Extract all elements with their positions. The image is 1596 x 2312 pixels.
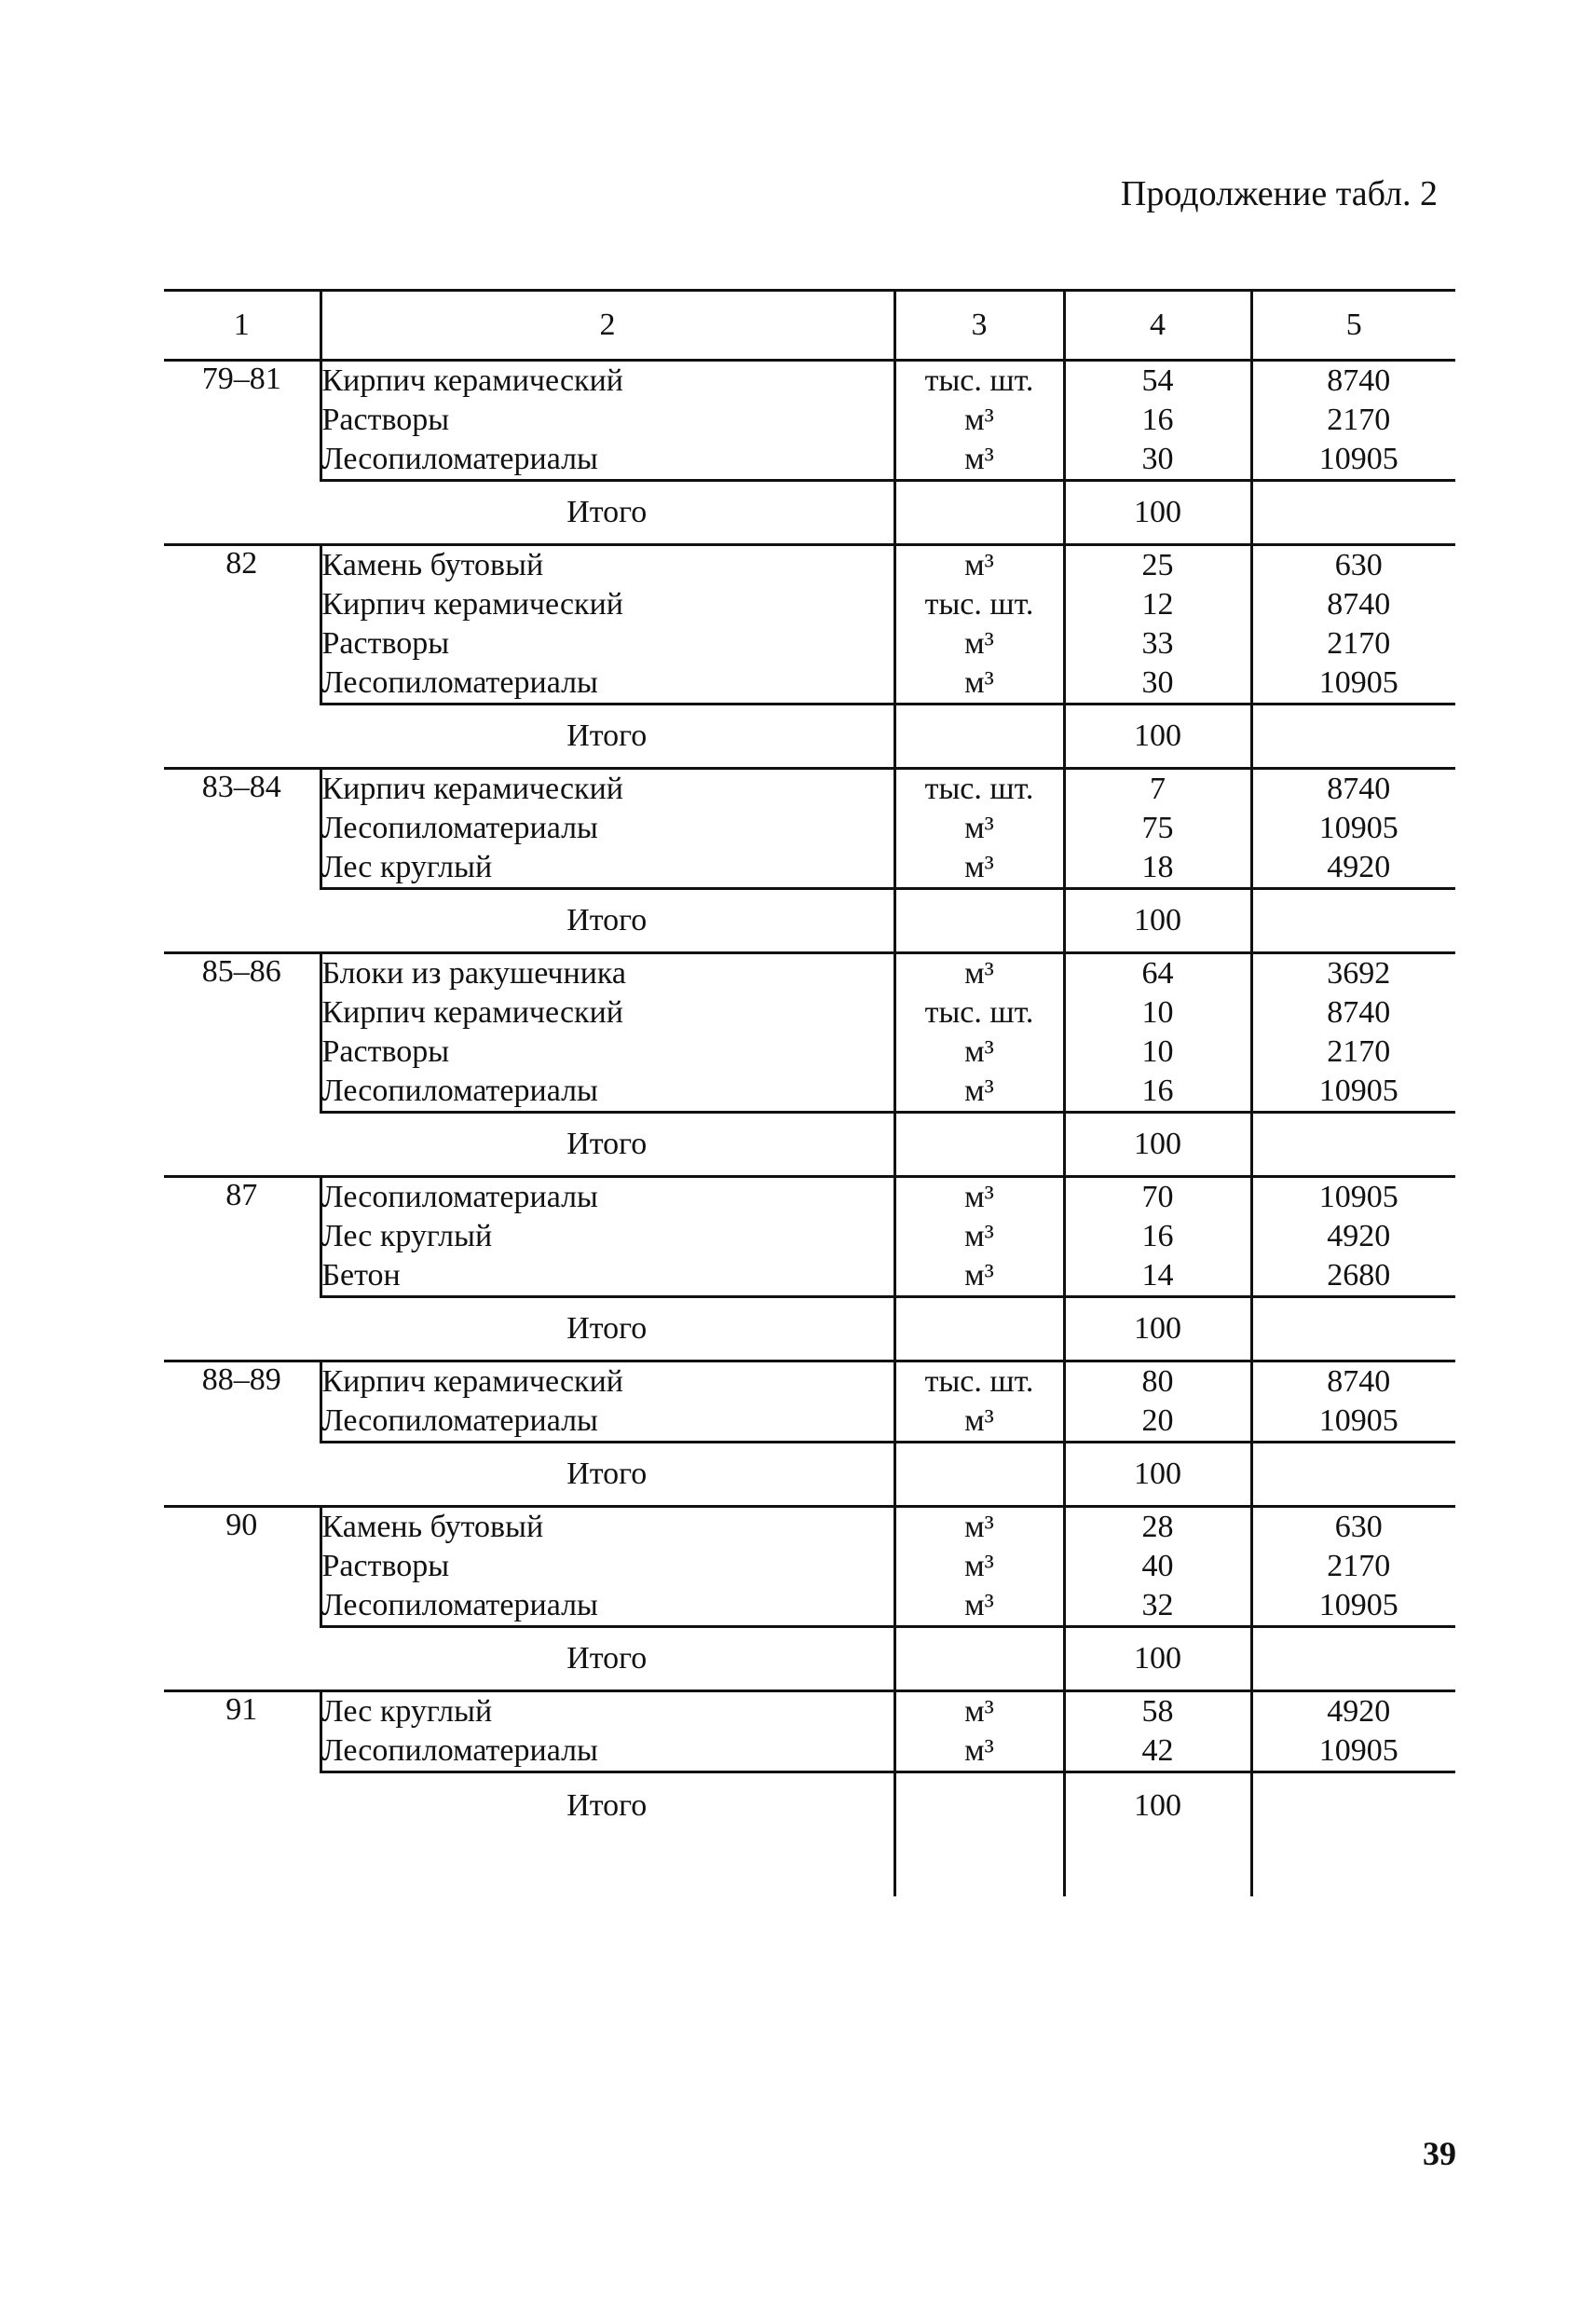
unit-cell bbox=[894, 1177, 1064, 1297]
unit: тыс. шт. bbox=[924, 587, 1034, 622]
percent-value: 30 bbox=[1141, 665, 1174, 700]
total-price-empty bbox=[1251, 1113, 1455, 1177]
header-col-2: 2 bbox=[321, 291, 894, 361]
total-label: Итого bbox=[321, 1627, 894, 1691]
price-value-cell bbox=[1251, 545, 1455, 705]
unit: тыс. шт. bbox=[924, 772, 1034, 806]
unit: м³ bbox=[964, 956, 994, 991]
page-number: 39 bbox=[1423, 2135, 1456, 2172]
total-row bbox=[164, 481, 1455, 545]
total-unit-empty bbox=[894, 1627, 1064, 1691]
unit: м³ bbox=[964, 1034, 994, 1069]
header-row bbox=[164, 291, 1455, 361]
unit: м³ bbox=[964, 1733, 994, 1768]
price-value: 2170 bbox=[1327, 626, 1391, 661]
unit: м³ bbox=[964, 1258, 994, 1293]
group-code: 82 bbox=[164, 545, 321, 769]
material-name: Лесопиломатериалы bbox=[321, 1074, 598, 1108]
unit-cell bbox=[894, 1361, 1064, 1443]
total-value: 100 bbox=[1064, 1627, 1251, 1691]
total-price-empty bbox=[1251, 889, 1455, 953]
unit: м³ bbox=[964, 1694, 994, 1729]
material-name: Растворы bbox=[321, 1034, 450, 1069]
total-unit-empty bbox=[894, 1772, 1064, 1897]
header-col-5: 5 bbox=[1251, 291, 1455, 361]
material-name: Кирпич керамический bbox=[321, 995, 623, 1030]
percent-value: 32 bbox=[1141, 1588, 1174, 1622]
unit-cell bbox=[894, 953, 1064, 1113]
price-value: 2170 bbox=[1327, 1034, 1391, 1069]
total-row bbox=[164, 889, 1455, 953]
material-name: Лесопиломатериалы bbox=[321, 1588, 598, 1622]
price-value: 10905 bbox=[1318, 1733, 1398, 1768]
unit: м³ bbox=[964, 1403, 994, 1438]
material-name: Кирпич керамический bbox=[321, 772, 623, 806]
price-value: 10905 bbox=[1318, 1180, 1398, 1214]
percent-value: 12 bbox=[1141, 587, 1174, 622]
total-label: Итого bbox=[321, 1443, 894, 1507]
material-name-cell bbox=[321, 361, 894, 481]
unit: м³ bbox=[964, 1510, 994, 1544]
price-value: 2170 bbox=[1327, 1549, 1391, 1583]
price-value-cell bbox=[1251, 361, 1455, 481]
unit: м³ bbox=[964, 548, 994, 582]
price-value-cell bbox=[1251, 953, 1455, 1113]
total-unit-empty bbox=[894, 1297, 1064, 1361]
group-items-row bbox=[164, 361, 1455, 481]
total-label: Итого bbox=[321, 481, 894, 545]
material-name: Лесопиломатериалы bbox=[321, 1733, 598, 1768]
percent-value: 7 bbox=[1150, 772, 1166, 806]
material-name: Лесопиломатериалы bbox=[321, 1403, 598, 1438]
price-value: 10905 bbox=[1318, 1074, 1398, 1108]
total-unit-empty bbox=[894, 1443, 1064, 1507]
total-label: Итого bbox=[321, 1113, 894, 1177]
material-name: Растворы bbox=[321, 626, 450, 661]
price-value: 10905 bbox=[1318, 1403, 1398, 1438]
group-items-row bbox=[164, 1177, 1455, 1297]
price-value: 4920 bbox=[1327, 1694, 1391, 1729]
total-value: 100 bbox=[1064, 1443, 1251, 1507]
material-name-cell bbox=[321, 1177, 894, 1297]
material-name: Камень бутовый bbox=[321, 1510, 544, 1544]
percent-value: 80 bbox=[1141, 1364, 1174, 1399]
header-col-4: 4 bbox=[1064, 291, 1251, 361]
percent-value: 54 bbox=[1141, 363, 1174, 398]
unit: тыс. шт. bbox=[924, 995, 1034, 1030]
total-price-empty bbox=[1251, 481, 1455, 545]
percent-value-cell bbox=[1064, 1361, 1251, 1443]
percent-value-cell bbox=[1064, 769, 1251, 889]
price-value: 10905 bbox=[1318, 811, 1398, 845]
unit: м³ bbox=[964, 1074, 994, 1108]
total-value: 100 bbox=[1064, 1297, 1251, 1361]
total-value: 100 bbox=[1064, 1772, 1251, 1897]
total-label: Итого bbox=[321, 1297, 894, 1361]
total-value: 100 bbox=[1064, 1113, 1251, 1177]
price-value-cell bbox=[1251, 1691, 1455, 1772]
unit: тыс. шт. bbox=[924, 363, 1034, 398]
percent-value: 16 bbox=[1141, 1074, 1174, 1108]
total-label: Итого bbox=[321, 705, 894, 769]
material-name: Кирпич керамический bbox=[321, 587, 623, 622]
material-name: Блоки из ракушечника bbox=[321, 956, 627, 991]
percent-value: 58 bbox=[1141, 1694, 1174, 1729]
price-value: 8740 bbox=[1327, 587, 1391, 622]
material-name-cell bbox=[321, 769, 894, 889]
percent-value: 16 bbox=[1141, 403, 1174, 437]
total-row bbox=[164, 1627, 1455, 1691]
material-name: Камень бутовый bbox=[321, 548, 544, 582]
header-col-1: 1 bbox=[164, 291, 321, 361]
percent-value: 10 bbox=[1141, 1034, 1174, 1069]
material-name: Бетон bbox=[321, 1258, 401, 1293]
total-unit-empty bbox=[894, 705, 1064, 769]
group-items-row bbox=[164, 1361, 1455, 1443]
total-label: Итого bbox=[321, 1772, 894, 1897]
price-value: 8740 bbox=[1327, 363, 1391, 398]
group-code: 87 bbox=[164, 1177, 321, 1361]
unit: м³ bbox=[964, 850, 994, 884]
total-price-empty bbox=[1251, 1443, 1455, 1507]
percent-value: 25 bbox=[1141, 548, 1174, 582]
unit: м³ bbox=[964, 403, 994, 437]
material-name: Кирпич керамический bbox=[321, 363, 623, 398]
percent-value: 28 bbox=[1141, 1510, 1174, 1544]
unit-cell bbox=[894, 545, 1064, 705]
total-row bbox=[164, 1772, 1455, 1897]
price-value: 4920 bbox=[1327, 850, 1391, 884]
total-value: 100 bbox=[1064, 889, 1251, 953]
price-value-cell bbox=[1251, 1507, 1455, 1627]
price-value-cell bbox=[1251, 1361, 1455, 1443]
unit: тыс. шт. bbox=[924, 1364, 1034, 1399]
price-value: 630 bbox=[1334, 1510, 1383, 1544]
unit: м³ bbox=[964, 1180, 994, 1214]
unit-cell bbox=[894, 769, 1064, 889]
percent-value: 75 bbox=[1141, 811, 1174, 845]
percent-value-cell bbox=[1064, 1177, 1251, 1297]
group-code: 85–86 bbox=[164, 953, 321, 1177]
price-value: 8740 bbox=[1327, 772, 1391, 806]
total-row bbox=[164, 1443, 1455, 1507]
group-items-row bbox=[164, 769, 1455, 889]
material-name-cell bbox=[321, 1691, 894, 1772]
percent-value-cell bbox=[1064, 1507, 1251, 1627]
unit-cell bbox=[894, 361, 1064, 481]
group-code: 79–81 bbox=[164, 361, 321, 545]
unit: м³ bbox=[964, 811, 994, 845]
group-code: 91 bbox=[164, 1691, 321, 1897]
price-value: 8740 bbox=[1327, 995, 1391, 1030]
material-name-cell bbox=[321, 545, 894, 705]
table-body bbox=[164, 361, 1455, 1897]
percent-value: 20 bbox=[1141, 1403, 1174, 1438]
percent-value: 30 bbox=[1141, 442, 1174, 476]
price-value: 3692 bbox=[1327, 956, 1391, 991]
total-row bbox=[164, 1113, 1455, 1177]
price-value: 8740 bbox=[1327, 1364, 1391, 1399]
percent-value-cell bbox=[1064, 545, 1251, 705]
percent-value: 64 bbox=[1141, 956, 1174, 991]
unit: м³ bbox=[964, 1549, 994, 1583]
total-label: Итого bbox=[321, 889, 894, 953]
percent-value: 40 bbox=[1141, 1549, 1174, 1583]
total-unit-empty bbox=[894, 889, 1064, 953]
material-name: Кирпич керамический bbox=[321, 1364, 623, 1399]
percent-value: 18 bbox=[1141, 850, 1174, 884]
group-items-row bbox=[164, 545, 1455, 705]
total-unit-empty bbox=[894, 1113, 1064, 1177]
group-items-row bbox=[164, 1691, 1455, 1772]
group-items-row bbox=[164, 953, 1455, 1113]
price-value: 10905 bbox=[1318, 1588, 1398, 1622]
price-value-cell bbox=[1251, 769, 1455, 889]
percent-value: 16 bbox=[1141, 1219, 1174, 1253]
unit: м³ bbox=[964, 1588, 994, 1622]
percent-value: 14 bbox=[1141, 1258, 1174, 1293]
material-name: Лесопиломатериалы bbox=[321, 665, 598, 700]
material-name-cell bbox=[321, 953, 894, 1113]
price-value-cell bbox=[1251, 1177, 1455, 1297]
materials-table bbox=[164, 289, 1455, 1896]
percent-value-cell bbox=[1064, 1691, 1251, 1772]
unit-cell bbox=[894, 1507, 1064, 1627]
total-price-empty bbox=[1251, 1627, 1455, 1691]
material-name: Лесопиломатериалы bbox=[321, 1180, 598, 1214]
group-code: 88–89 bbox=[164, 1361, 321, 1507]
material-name: Лесопиломатериалы bbox=[321, 811, 598, 845]
material-name: Лес круглый bbox=[321, 850, 493, 884]
total-row bbox=[164, 705, 1455, 769]
material-name: Лесопиломатериалы bbox=[321, 442, 598, 476]
material-name: Растворы bbox=[321, 1549, 450, 1583]
percent-value-cell bbox=[1064, 361, 1251, 481]
price-value: 10905 bbox=[1318, 665, 1398, 700]
material-name: Растворы bbox=[321, 403, 450, 437]
percent-value: 33 bbox=[1141, 626, 1174, 661]
material-name: Лес круглый bbox=[321, 1694, 493, 1729]
material-name: Лес круглый bbox=[321, 1219, 493, 1253]
total-value: 100 bbox=[1064, 481, 1251, 545]
percent-value: 42 bbox=[1141, 1733, 1174, 1768]
unit: м³ bbox=[964, 665, 994, 700]
total-price-empty bbox=[1251, 1297, 1455, 1361]
material-name-cell bbox=[321, 1361, 894, 1443]
percent-value: 70 bbox=[1141, 1180, 1174, 1214]
table-caption: Продолжение табл. 2 bbox=[1120, 174, 1438, 213]
percent-value: 10 bbox=[1141, 995, 1174, 1030]
total-price-empty bbox=[1251, 1772, 1455, 1897]
total-row bbox=[164, 1297, 1455, 1361]
price-value: 630 bbox=[1334, 548, 1383, 582]
price-value: 10905 bbox=[1318, 442, 1398, 476]
unit-cell bbox=[894, 1691, 1064, 1772]
price-value: 2680 bbox=[1327, 1258, 1391, 1293]
price-value: 4920 bbox=[1327, 1219, 1391, 1253]
unit: м³ bbox=[964, 626, 994, 661]
total-value: 100 bbox=[1064, 705, 1251, 769]
header-col-3: 3 bbox=[894, 291, 1064, 361]
material-name-cell bbox=[321, 1507, 894, 1627]
unit: м³ bbox=[964, 442, 994, 476]
group-items-row bbox=[164, 1507, 1455, 1627]
price-value: 2170 bbox=[1327, 403, 1391, 437]
group-code: 90 bbox=[164, 1507, 321, 1691]
total-price-empty bbox=[1251, 705, 1455, 769]
percent-value-cell bbox=[1064, 953, 1251, 1113]
group-code: 83–84 bbox=[164, 769, 321, 953]
unit: м³ bbox=[964, 1219, 994, 1253]
total-unit-empty bbox=[894, 481, 1064, 545]
